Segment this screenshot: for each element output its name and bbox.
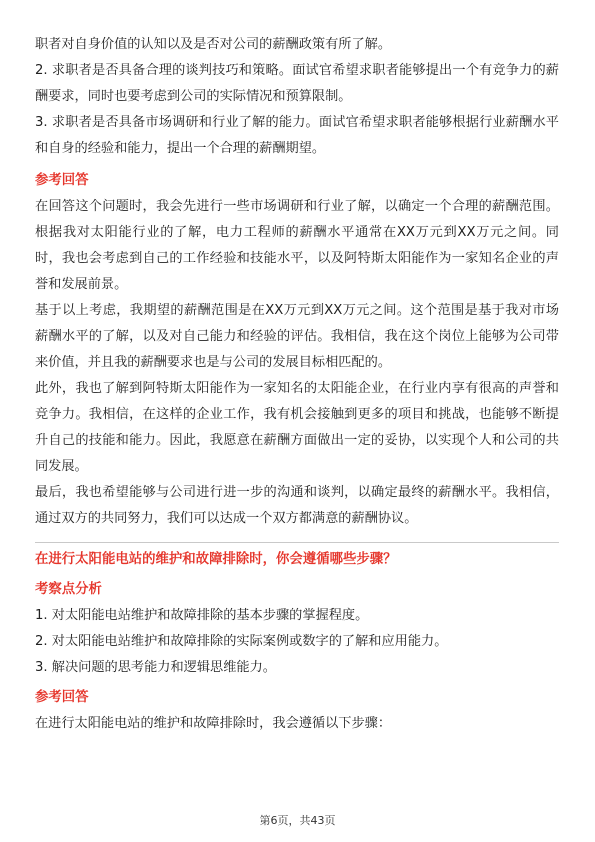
question-title: 在进行太阳能电站的维护和故障排除时，你会遵循哪些步骤？ (35, 552, 397, 567)
answer-paragraph: 最后，我也希望能够与公司进行进一步的沟通和谈判，以确定最终的薪酬水平。我相信，通过双方的共同努力，我们可以达成一个双方都满意的薪酬协议。 (35, 485, 559, 526)
answer-paragraph: 此外，我也了解到阿特斯太阳能作为一家知名的太阳能企业，在行业内享有很高的声誉和竞争力。我相信，在这样的企业工作，我有机会接触到更多的项目和挑战，也能够不断提升自己的技能和能力。因此，我愿意在薪酬方面做出一定的妥协，以实现个人和公司的共同发展。 (35, 381, 559, 474)
answer-paragraph: 在回答这个问题时，我会先进行一些市场调研和行业了解，以确定一个合理的薪酬范围。根据我对太阳能行业的了解，电力工程师的薪酬水平通常在XX万元到XX万元之间。同时，我也会考虑到自己的工作经验和技能水平，以及阿特斯太阳能作为一家知名企业的声誉和发展前景。 (35, 199, 559, 292)
answer-paragraph: 基于以上考虑，我期望的薪酬范围是在XX万元到XX万元之间。这个范围是基于我对市场薪酬水平的了解，以及对自己能力和经验的评估。我相信，我在这个岗位上能够为公司带来价值，并且我的薪酬要求也是与公司的发展目标相匹配的。 (35, 303, 559, 370)
continued-paragraph: 职者对自身价值的认知以及是否对公司的薪酬政策有所了解。 (35, 37, 392, 52)
reference-answer-heading-2: 参考回答 (35, 690, 89, 705)
page-number: 第6页，共43页 (259, 814, 336, 827)
answer-intro: 在进行太阳能电站的维护和故障排除时，我会遵循以下步骤： (35, 716, 392, 731)
assessment-point-3: 3. 求职者是否具备市场调研和行业了解的能力。面试官希望求职者能够根据行业薪酬水平和自身的经验和能力，提出一个合理的薪酬期望。 (35, 115, 559, 156)
section-divider (35, 542, 559, 543)
reference-answer-heading: 参考回答 (35, 173, 89, 188)
analysis-point: 3. 解决问题的思考能力和逻辑思维能力。 (35, 660, 276, 675)
page-content (35, 32, 559, 737)
analysis-point: 2. 对太阳能电站维护和故障排除的实际案例或数字的了解和应用能力。 (35, 634, 448, 649)
analysis-heading: 考察点分析 (35, 582, 102, 597)
analysis-point: 1. 对太阳能电站维护和故障排除的基本步骤的掌握程度。 (35, 608, 369, 623)
assessment-point-2: 2. 求职者是否具备合理的谈判技巧和策略。面试官希望求职者能够提出一个有竞争力的薪酬要求，同时也要考虑到公司的实际情况和预算限制。 (35, 63, 559, 104)
